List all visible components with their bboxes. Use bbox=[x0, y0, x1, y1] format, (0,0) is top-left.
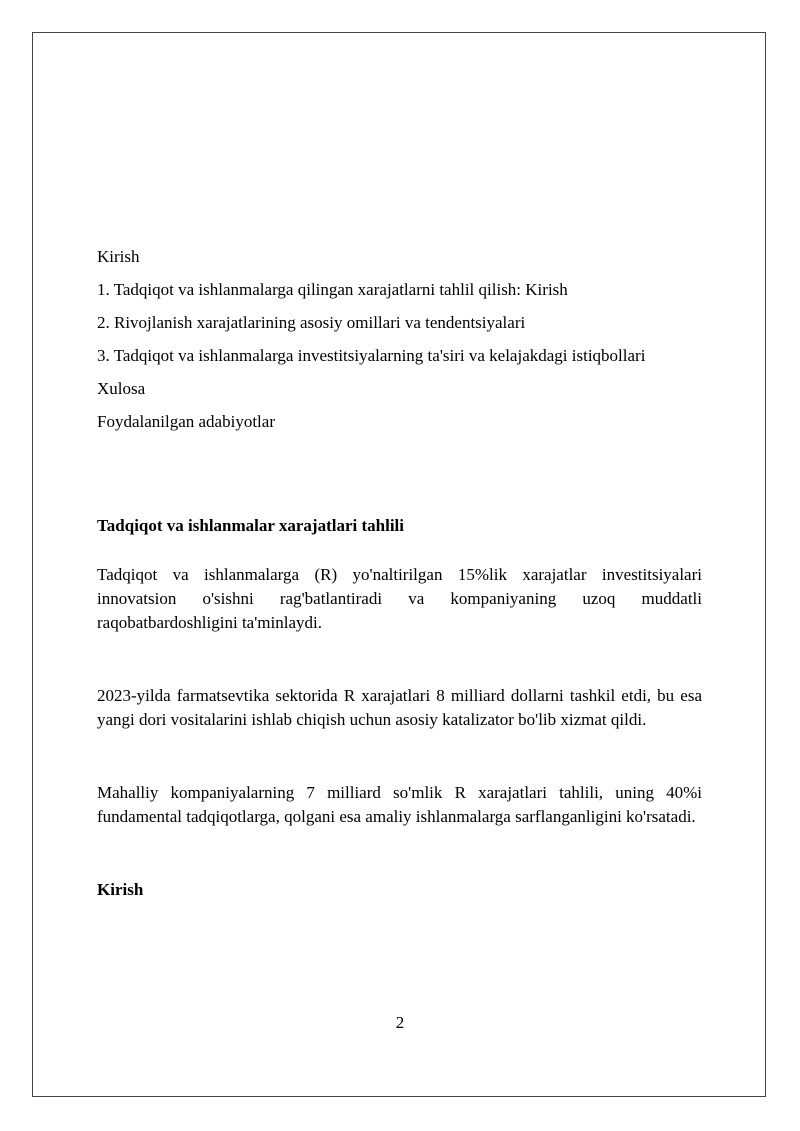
next-section-heading: Kirish bbox=[97, 880, 144, 899]
toc-conclusion: Xulosa bbox=[97, 379, 146, 398]
table-of-contents bbox=[97, 240, 702, 438]
document-body bbox=[97, 240, 702, 902]
toc-item-1: 1. Tadqiqot va ishlanmalarga qilingan xarajatlarni tahlil qilish: Kirish bbox=[97, 280, 568, 299]
toc-item-3: 3. Tadqiqot va ishlanmalarga investitsiyalarning ta'siri va kelajakdagi istiqbollari bbox=[97, 346, 646, 365]
page-number: 2 bbox=[395, 1013, 405, 1032]
paragraph-3: Mahalliy kompaniyalarning 7 milliard so'mlik R xarajatlari tahlili, uning 40%i fundamental tadqiqotlarga, qolgani esa amaliy ishlanmalarga sarflanganligini ko'rsatadi. bbox=[97, 783, 702, 826]
toc-references: Foydalanilgan adabiyotlar bbox=[97, 412, 275, 431]
paragraph-1: Tadqiqot va ishlanmalarga (R) yo'naltirilgan 15%lik xarajatlar investitsiyalari innovatsion o'sishni rag'batlantiradi va kompaniyaning uzoq muddatli raqobatbardoshligini ta'minlaydi. bbox=[97, 565, 702, 632]
section-title: Tadqiqot va ishlanmalar xarajatlari tahlili bbox=[97, 516, 404, 535]
toc-intro: Kirish bbox=[97, 247, 140, 266]
paragraph-2: 2023-yilda farmatsevtika sektorida R xarajatlari 8 milliard dollarni tashkil etdi, bu esa yangi dori vositalarini ishlab chiqish uchun asosiy katalizator bo'lib xizmat qildi. bbox=[97, 686, 702, 729]
toc-item-2: 2. Rivojlanish xarajatlarining asosiy omillari va tendentsiyalari bbox=[97, 313, 526, 332]
